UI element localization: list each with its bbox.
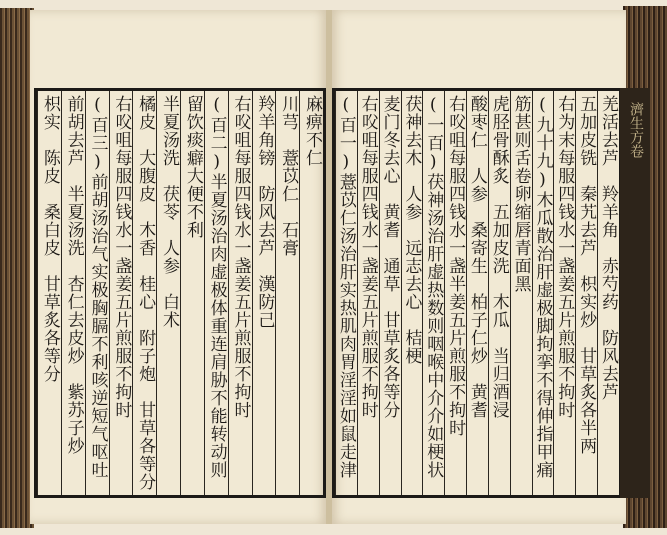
- right-text-column: 五加皮铣 秦艽去芦 枳实炒 甘草炙各半两: [575, 91, 597, 495]
- left-text-column: 留饮痰癖大便不利: [180, 91, 204, 495]
- left-text-column: 羚羊角镑 防风去芦 漢防己: [252, 91, 276, 495]
- right-text-column: 虎胫骨酥炙 五加皮洗 木瓜 当归酒浸: [488, 91, 510, 495]
- right-text-column: 羌活去芦 羚羊角 赤芍药 防风去芦: [597, 91, 619, 495]
- left-text-column: 枳实 陈皮 桑白皮 甘草炙各等分: [37, 91, 61, 495]
- right-text-column: 茯神去木 人参 远志去心 桔梗: [401, 91, 423, 495]
- right-text-column: (一百)茯神汤治肝虚热数则咽喉中介介如梗状: [422, 91, 444, 495]
- book-edge-left: [0, 8, 34, 528]
- left-text-column: 右㕮咀每服四钱水一盏姜五片煎服不拘时: [109, 91, 133, 495]
- left-text-column: (百三)前胡汤治气实极胸膈不利咳逆短气呕吐: [85, 91, 109, 495]
- right-text-column: 筋甚则舌卷卵缩唇青面黑: [510, 91, 532, 495]
- left-text-column: 半夏汤洗 茯苓 人参 白术: [156, 91, 180, 495]
- left-text-column: (百二)半夏汤治肉虚极体重连肩胁不能转动则: [204, 91, 228, 495]
- left-page-text-frame: [34, 88, 326, 498]
- left-text-column: 橘皮 大腹皮 木香 桂心 附子炮 甘草各等分: [132, 91, 156, 495]
- spine-band: [620, 88, 650, 498]
- left-text-column: 川芎 薏苡仁 石膏: [275, 91, 299, 495]
- right-text-column: 酸枣仁 人参 桑寄生 柏子仁炒 黄耆: [466, 91, 488, 495]
- left-text-column: 麻痹不仁: [299, 91, 323, 495]
- right-text-column: 右为末每服四钱水一盏姜五片煎服不拘时: [553, 91, 575, 495]
- right-text-column: (百一)薏苡仁汤治肝实热肌肉胃淫淫如鼠走津: [335, 91, 357, 495]
- right-text-column: 麦门冬去心 黄耆 通草 甘草炙各等分: [379, 91, 401, 495]
- right-page-text-frame: [332, 88, 622, 498]
- right-text-column: (九十九)木瓜散治肝虚极脚拘挛不得伸指甲痛: [532, 91, 554, 495]
- left-text-column: 右㕮咀每服四钱水一盏姜五片煎服不拘时: [228, 91, 252, 495]
- right-text-column: 右㕮咀每服四钱水一盏姜五片煎服不拘时: [357, 91, 379, 495]
- left-text-column: 前胡去芦 半夏汤洗 杏仁去皮炒 紫苏子炒: [61, 91, 85, 495]
- right-text-column: 右㕮咀每服四钱水一盏半姜五片煎服不拘时: [444, 91, 466, 495]
- spine-label: 濟生方卷: [628, 102, 644, 158]
